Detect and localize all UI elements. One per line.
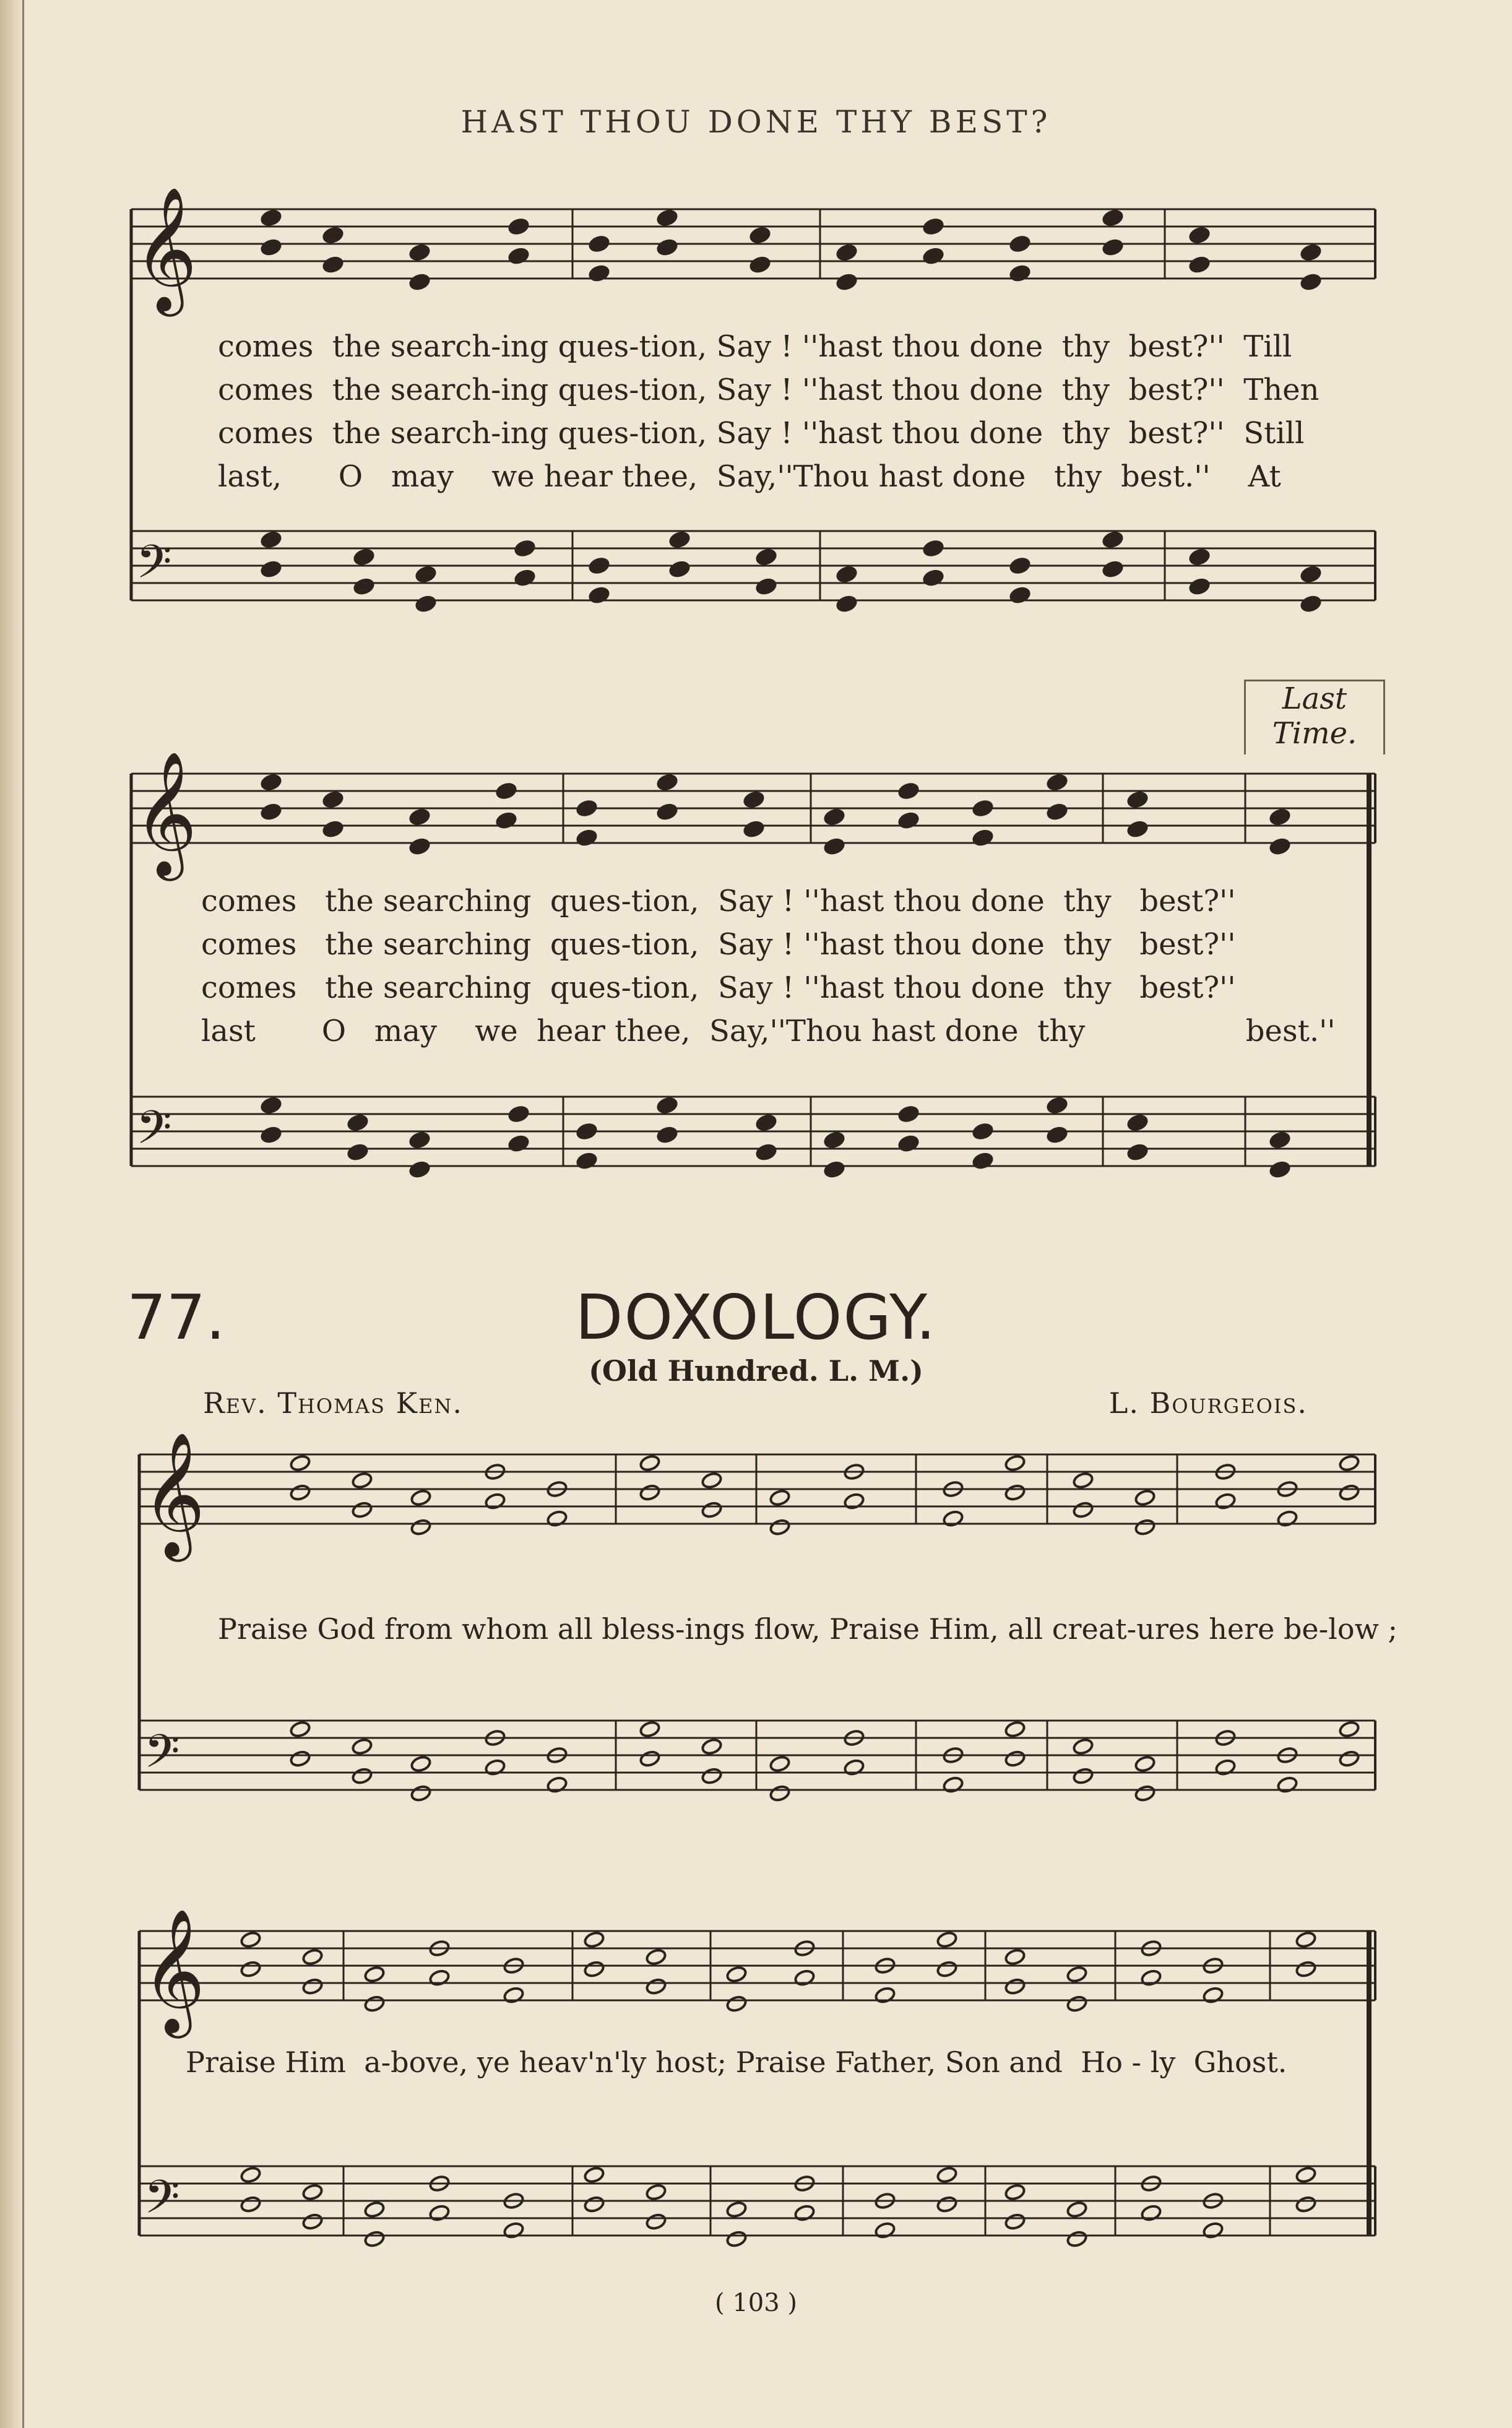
sys2-treble-note [743, 790, 764, 808]
sys2-bass-note [1126, 1143, 1148, 1161]
sys3-treble-note [1134, 1488, 1156, 1506]
sys3-bass-note [1004, 1750, 1026, 1768]
sys4-treble-note [1202, 1986, 1224, 2004]
sys1-treble-note [408, 273, 430, 291]
sys3-bass-note [1072, 1737, 1094, 1755]
sys2-treble-note [823, 837, 845, 855]
sys3-bass-note [351, 1767, 373, 1785]
sys2-bass-note [656, 1126, 678, 1144]
lyric-verse-2-b: comes the searching ques-tion, Say ! ''hast thou done thy best?'' [201, 927, 1236, 962]
sys2-treble-note [656, 803, 678, 821]
lyric-verse-4: last, O may we hear thee, Say,''Thou hast done thy best.'' At [218, 459, 1281, 494]
sys1-bass-note [1102, 560, 1123, 578]
sys3-treble-note [942, 1510, 964, 1527]
sys4-bass-note [583, 2195, 605, 2213]
sys2-bass-note [408, 1131, 430, 1149]
sys4-treble-note [428, 1969, 450, 1987]
sys2-treble-note [972, 829, 993, 847]
composer-credit: L. Bourgeois. [1108, 1386, 1308, 1420]
lyric-verse-2: comes the search-ing ques-tion, Say ! ''hast thou done thy best?'' Then [218, 373, 1320, 407]
sys2-bass-bass-clef-icon: 𝄢 [136, 1101, 172, 1166]
sys1-bass-note [353, 548, 374, 566]
sys4-bass-note [1295, 2166, 1316, 2184]
sys2-bass-note [823, 1131, 845, 1149]
sys1-bass-note [1009, 556, 1030, 574]
sys1-treble-note [588, 235, 610, 253]
sys3-bass-note [769, 1784, 790, 1802]
sys4-treble-note [1140, 1969, 1162, 1987]
sys1-treble-note [656, 209, 678, 227]
sys4-bass-note [1066, 2230, 1087, 2248]
sys2-treble-note [1046, 773, 1068, 791]
sys3-bass-note [1072, 1767, 1094, 1785]
sys1-bass-note [260, 560, 282, 578]
sys2-treble-note [743, 820, 764, 838]
sys1-treble-note [408, 243, 430, 261]
sys2-bass-note [508, 1134, 529, 1152]
sys1-bass-note [922, 539, 944, 557]
sys4-treble-note [1066, 1995, 1087, 2013]
doxology-lyric-line-1: Praise God from whom all bless-ings flow, Praise Him, all creat-ures here be-low ; [218, 1612, 1398, 1646]
sys4-treble-note [363, 1965, 385, 1983]
sys3-bass-note [351, 1737, 373, 1755]
sys2-treble-note [408, 808, 430, 826]
sys2-treble-note [495, 782, 517, 800]
sys4-bass-note [301, 2183, 323, 2201]
sys2-treble-note [260, 773, 282, 791]
sys3-bass-note [843, 1758, 865, 1776]
running-head: HAST THOU DONE THY BEST? [460, 104, 1052, 140]
sys3-bass-note [1214, 1758, 1236, 1776]
sys4-bass-note [645, 2183, 667, 2201]
sys3-bass-note [1338, 1720, 1360, 1738]
sys1-treble-note [836, 273, 857, 291]
sys1-treble-note [1300, 243, 1321, 261]
sys1-treble-note [1300, 273, 1321, 291]
sys1-bass-note [1009, 586, 1030, 604]
sys3-treble-note [639, 1454, 660, 1472]
sys1-treble-note [1009, 264, 1030, 282]
sys3-bass-note [701, 1737, 722, 1755]
sys1-treble-note [1009, 235, 1030, 253]
sys3-treble-note [639, 1484, 660, 1501]
sys4-bass-note [1004, 2213, 1026, 2231]
sys2-bass-note [347, 1143, 368, 1161]
sys2-treble-treble-clef-icon: 𝄞 [134, 750, 197, 876]
sys2-treble-note [972, 799, 993, 817]
sys1-bass-note [836, 595, 857, 613]
sys4-treble-note [725, 1965, 747, 1983]
sys4-treble-note [1066, 1965, 1087, 1983]
sys2-treble-note [576, 829, 597, 847]
sys3-treble-note [843, 1492, 865, 1510]
sys4-bass-note [301, 2213, 323, 2231]
sys1-bass-note [668, 530, 690, 548]
sys2-bass-note [823, 1160, 845, 1178]
sys3-treble-note [769, 1518, 790, 1536]
sys1-bass-note [415, 595, 436, 613]
sys3-bass-note [942, 1776, 964, 1794]
sys1-bass-note [1300, 565, 1321, 583]
sys4-treble-note [1004, 1948, 1026, 1966]
sys2-bass-note [1269, 1160, 1290, 1178]
sys4-treble-note [240, 1930, 261, 1948]
sys1-treble-note [656, 238, 678, 256]
sys3-treble-note [1004, 1484, 1026, 1501]
last-time-line-1: Last [1282, 681, 1347, 716]
sys4-bass-note [1066, 2200, 1087, 2218]
lyric-verse-3-b: comes the searching ques-tion, Say ! ''hast thou done thy best?'' [201, 970, 1236, 1005]
sys2-bass-note [347, 1113, 368, 1131]
sys2-treble-note [897, 811, 919, 829]
sys1-bass-note [922, 569, 944, 587]
sys4-treble-note [936, 1930, 957, 1948]
sys4-treble-note [363, 1995, 385, 2013]
sys2-bass-note [408, 1160, 430, 1178]
sys3-treble-note [701, 1471, 722, 1489]
sys3-bass-note [1276, 1776, 1298, 1794]
sys1-bass-note [588, 556, 610, 574]
sys1-treble-note [322, 256, 343, 274]
sys2-treble-note [322, 820, 343, 838]
sys2-bass-note [1269, 1131, 1290, 1149]
sys4-treble-note [645, 1977, 667, 1995]
sys4-bass-note [428, 2204, 450, 2222]
sys2-bass-note [897, 1134, 919, 1152]
sys2-bass-note [1046, 1096, 1068, 1114]
sys2-treble-note [576, 799, 597, 817]
lyric-verse-4-b: last O may we hear thee, Say,''Thou hast done thy best.'' [201, 1014, 1336, 1048]
sys4-bass-note [1202, 2221, 1224, 2239]
sys3-treble-note [351, 1501, 373, 1519]
sys4-treble-note [301, 1977, 323, 1995]
lyric-verse-1-b: comes the searching ques-tion, Say ! ''hast thou done thy best?'' [201, 884, 1236, 918]
sys4-treble-note [301, 1948, 323, 1966]
sys3-treble-note [1134, 1518, 1156, 1536]
sys4-treble-note [240, 1960, 261, 1978]
sys3-bass-note [769, 1755, 790, 1773]
sys3-treble-note [1072, 1501, 1094, 1519]
tune-meter: (Old Hundred. L. M.) [589, 1354, 923, 1388]
sys2-treble-note [1269, 808, 1290, 826]
sys4-bass-note [240, 2166, 261, 2184]
sys1-treble-note [1102, 209, 1123, 227]
sys2-bass-note [897, 1105, 919, 1123]
sys2-bass-note [972, 1152, 993, 1170]
sys4-treble-note [1295, 1960, 1316, 1978]
sys1-treble-note [1102, 238, 1123, 256]
page-number: ( 103 ) [715, 2289, 797, 2317]
author-credit: Rev. Thomas Ken. [203, 1386, 463, 1420]
sys2-treble-note [260, 803, 282, 821]
sys4-bass-note [1295, 2195, 1316, 2213]
sys1-bass-note [1102, 530, 1123, 548]
sys2-bass-note [576, 1152, 597, 1170]
sys3-treble-treble-clef-icon: 𝄞 [142, 1431, 205, 1557]
sys1-bass-note [353, 577, 374, 595]
sys3-treble-note [1214, 1492, 1236, 1510]
sys1-bass-note [668, 560, 690, 578]
sys1-treble-note [508, 247, 529, 265]
sys1-bass-note [415, 565, 436, 583]
sys4-treble-treble-clef-icon: 𝄞 [142, 1907, 205, 2033]
sys1-treble-note [322, 226, 343, 244]
sys4-bass-note [793, 2204, 815, 2222]
last-time-line-2: Time. [1272, 716, 1357, 751]
sys2-bass-note [508, 1105, 529, 1123]
sys1-bass-note [260, 530, 282, 548]
sys3-bass-note [1134, 1784, 1156, 1802]
sys2-treble-note [897, 782, 919, 800]
sys2-treble-note [1126, 790, 1148, 808]
sys4-bass-note [363, 2230, 385, 2248]
sys1-bass-bass-clef-icon: 𝄢 [136, 535, 172, 600]
sys4-bass-note [725, 2230, 747, 2248]
sys2-bass-note [1046, 1126, 1068, 1144]
sys3-treble-note [1072, 1471, 1094, 1489]
sys4-bass-note [936, 2195, 957, 2213]
sys3-bass-note [546, 1776, 568, 1794]
sys1-bass-note [514, 539, 535, 557]
sys2-bass-note [576, 1122, 597, 1140]
sys4-bass-note [503, 2221, 524, 2239]
sys4-bass-bass-clef-icon: 𝄢 [144, 2171, 180, 2236]
sys3-bass-note [1338, 1750, 1360, 1768]
sys1-treble-note [588, 264, 610, 282]
sys4-treble-note [1004, 1977, 1026, 1995]
sys4-treble-note [503, 1986, 524, 2004]
sys4-treble-note [725, 1995, 747, 2013]
sys1-bass-note [836, 565, 857, 583]
sys3-bass-note [639, 1750, 660, 1768]
sys2-bass-note [972, 1122, 993, 1140]
sys2-treble-note [656, 773, 678, 791]
sys2-bass-note [755, 1143, 777, 1161]
sys1-bass-note [1300, 595, 1321, 613]
doxology-lyric-line-2: Praise Him a-bove, ye heav'n'ly host; Praise Father, Son and Ho - ly Ghost. [186, 2046, 1287, 2079]
sys2-treble-note [495, 811, 517, 829]
sys4-bass-note [1140, 2204, 1162, 2222]
sys3-bass-bass-clef-icon: 𝄢 [144, 1725, 180, 1790]
sys1-bass-note [1188, 577, 1210, 595]
sys4-bass-note [240, 2195, 261, 2213]
sys3-treble-note [351, 1471, 373, 1489]
sys4-bass-note [725, 2200, 747, 2218]
hymn-title: DOXOLOGY. [575, 1281, 937, 1354]
hymn-number: 77. [127, 1281, 226, 1354]
sys1-bass-note [755, 577, 777, 595]
sys4-bass-note [645, 2213, 667, 2231]
sys1-treble-note [749, 226, 771, 244]
sys4-bass-note [936, 2166, 957, 2184]
sys1-treble-note [508, 217, 529, 235]
sys4-treble-note [874, 1986, 896, 2004]
sys3-treble-note [410, 1518, 431, 1536]
sys1-treble-note [922, 247, 944, 265]
sys3-bass-note [289, 1750, 311, 1768]
sys1-treble-note [260, 238, 282, 256]
sys1-treble-note [922, 217, 944, 235]
sys3-bass-note [701, 1767, 722, 1785]
sys3-bass-note [1004, 1720, 1026, 1738]
sys1-treble-note [1188, 226, 1210, 244]
sys3-treble-note [1338, 1484, 1360, 1501]
sys3-treble-note [1338, 1454, 1360, 1472]
sys1-treble-treble-clef-icon: 𝄞 [134, 186, 197, 311]
sys4-treble-note [583, 1930, 605, 1948]
lyric-verse-3: comes the search-ing ques-tion, Say ! ''hast thou done thy best?'' Still [218, 416, 1305, 451]
sys4-bass-note [583, 2166, 605, 2184]
sys4-treble-note [583, 1960, 605, 1978]
sys3-treble-note [410, 1488, 431, 1506]
sys1-bass-note [588, 586, 610, 604]
sys3-treble-note [484, 1492, 506, 1510]
sys4-treble-note [793, 1969, 815, 1987]
sys2-bass-note [1126, 1113, 1148, 1131]
sys2-treble-note [1046, 803, 1068, 821]
sys1-bass-note [1188, 548, 1210, 566]
sys3-bass-note [639, 1720, 660, 1738]
sys1-treble-note [260, 209, 282, 227]
sys4-treble-note [645, 1948, 667, 1966]
sys1-treble-note [749, 256, 771, 274]
sys4-bass-note [1004, 2183, 1026, 2201]
sys3-bass-note [1134, 1755, 1156, 1773]
sys3-treble-note [289, 1454, 311, 1472]
sys1-treble-note [1188, 256, 1210, 274]
sys3-bass-note [410, 1784, 431, 1802]
sys3-treble-note [701, 1501, 722, 1519]
sys2-bass-note [260, 1126, 282, 1144]
sys3-bass-note [410, 1755, 431, 1773]
sys3-treble-note [546, 1510, 568, 1527]
sys2-bass-note [260, 1096, 282, 1114]
sys3-treble-note [769, 1488, 790, 1506]
sys4-treble-note [1295, 1930, 1316, 1948]
sys1-bass-note [755, 548, 777, 566]
sys2-treble-note [408, 837, 430, 855]
sys2-treble-note [1269, 837, 1290, 855]
sys3-bass-note [289, 1720, 311, 1738]
sys2-bass-note [656, 1096, 678, 1114]
sys3-bass-note [484, 1758, 506, 1776]
sys3-treble-note [1276, 1510, 1298, 1527]
sys2-treble-note [322, 790, 343, 808]
sys3-treble-note [1004, 1454, 1026, 1472]
sys1-bass-note [514, 569, 535, 587]
sys4-bass-note [874, 2221, 896, 2239]
sys4-bass-note [363, 2200, 385, 2218]
sys2-treble-note [1126, 820, 1148, 838]
sys2-bass-note [755, 1113, 777, 1131]
sys3-treble-note [289, 1484, 311, 1501]
sys1-treble-note [836, 243, 857, 261]
sys2-treble-note [823, 808, 845, 826]
sys4-treble-note [936, 1960, 957, 1978]
lyric-verse-1: comes the search-ing ques-tion, Say ! ''hast thou done thy best?'' Till [218, 329, 1292, 364]
